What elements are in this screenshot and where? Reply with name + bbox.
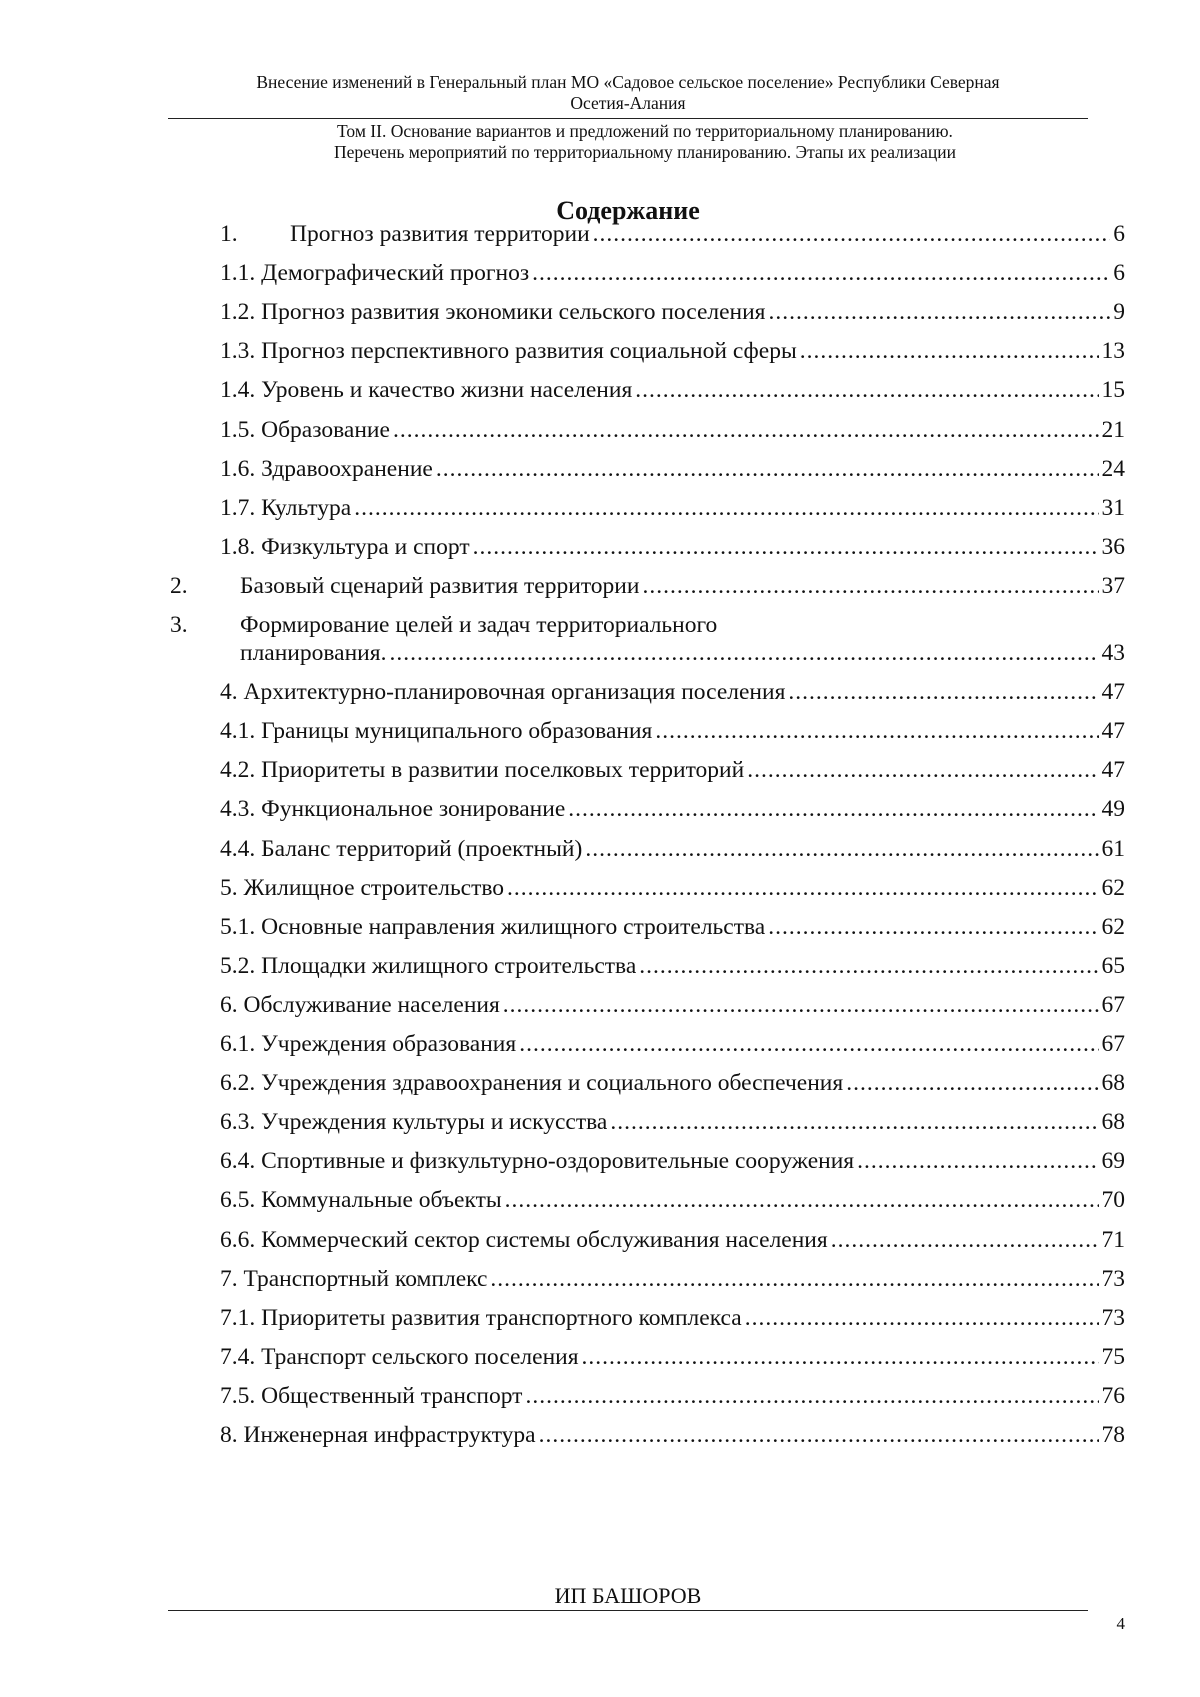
toc-entry-page: 73 — [1101, 1265, 1125, 1292]
header-line-2: Осетия-Алания — [570, 93, 686, 113]
toc-leader-dots — [582, 1343, 1099, 1371]
toc-entry-page: 36 — [1101, 533, 1125, 560]
toc-entry-page: 6 — [1113, 221, 1125, 247]
toc-entry-page: 31 — [1101, 494, 1125, 521]
toc-entry-page: 47 — [1101, 718, 1125, 745]
toc-entry-page: 62 — [1101, 913, 1125, 940]
toc-leader-dots — [857, 1147, 1098, 1175]
toc-entry-title: Базовый сценарий развития территории — [240, 572, 640, 599]
toc-entry-title: 4.4. Баланс территорий (проектный) — [220, 835, 583, 862]
toc-entry-page: 13 — [1101, 338, 1125, 365]
toc-entry[interactable] — [220, 1218, 1125, 1254]
toc-leader-dots — [519, 1030, 1098, 1058]
toc-leader-dots — [473, 533, 1099, 561]
toc-entry-page: 68 — [1101, 1070, 1125, 1097]
toc-entry-page: 15 — [1101, 377, 1125, 404]
toc-leader-dots — [525, 1382, 1098, 1410]
toc-leader-dots — [655, 717, 1098, 745]
subheader-line-2: Перечень мероприятий по территориальному планированию. Этапы их реализации — [334, 142, 956, 162]
toc-entry-title: 5.2. Площадки жилищного строительства — [220, 952, 637, 979]
toc-entry-page: 6 — [1113, 260, 1125, 287]
toc-entry-title: 1.5. Образование — [220, 416, 390, 443]
toc-entry[interactable] — [220, 368, 1125, 404]
toc-entry[interactable] — [220, 670, 1125, 706]
toc-entry-title: 1.3. Прогноз перспективного развития социальной сферы — [220, 338, 797, 365]
toc-entry-number: 2. — [170, 572, 188, 599]
toc-entry[interactable] — [220, 1374, 1125, 1410]
toc-entry[interactable] — [220, 1296, 1125, 1332]
toc-leader-dots — [354, 494, 1098, 522]
toc-entry[interactable] — [220, 1413, 1125, 1449]
toc-leader-dots — [800, 337, 1099, 365]
toc-entry-page: 69 — [1101, 1148, 1125, 1175]
toc-entry-title: 7.5. Общественный транспорт — [220, 1382, 523, 1409]
toc-entry-title: 4.3. Функциональное зонирование — [220, 796, 566, 823]
toc-entry[interactable] — [220, 290, 1125, 326]
toc-entry-title: Прогноз развития территории — [290, 221, 590, 247]
toc-leader-dots — [507, 874, 1098, 902]
toc-entry-title: 1.8. Физкультура и спорт — [220, 533, 470, 560]
toc-leader-dots — [593, 220, 1110, 248]
toc-entry-page: 68 — [1101, 1109, 1125, 1136]
toc-leader-dots — [585, 835, 1098, 863]
toc-leader-dots — [389, 639, 1098, 667]
toc-entry-page: 47 — [1101, 757, 1125, 784]
toc-entry-title: 7.1. Приоритеты развития транспортного комплекса — [220, 1304, 742, 1331]
toc-leader-dots — [503, 991, 1099, 1019]
toc-entry[interactable] — [220, 944, 1125, 980]
toc-entry[interactable] — [220, 212, 1125, 248]
toc-leader-dots — [831, 1226, 1099, 1254]
toc-entry-title: 6.4. Спортивные и физкультурно-оздоровительные сооружения — [220, 1148, 855, 1175]
toc-entry[interactable] — [220, 748, 1125, 784]
toc-leader-dots — [490, 1265, 1098, 1293]
toc-entry-title: 4.2. Приоритеты в развитии поселковых территорий — [220, 757, 745, 784]
toc-entry-page: 76 — [1101, 1382, 1125, 1409]
toc-leader-dots — [568, 795, 1098, 823]
toc-entry[interactable] — [220, 1061, 1125, 1097]
toc-entry-page: 73 — [1101, 1304, 1125, 1331]
toc-entry-page: 70 — [1101, 1187, 1125, 1214]
toc-leader-dots — [768, 913, 1098, 941]
toc-leader-dots — [635, 376, 1098, 404]
toc-entry-page: 71 — [1101, 1226, 1125, 1253]
toc-entry[interactable] — [220, 525, 1125, 561]
toc-entry[interactable] — [220, 1335, 1125, 1371]
toc-entry[interactable] — [220, 447, 1125, 483]
toc-entry-page: 9 — [1113, 299, 1125, 326]
toc-entry-page: 62 — [1101, 874, 1125, 901]
toc-leader-dots — [436, 455, 1099, 483]
toc-entry[interactable] — [220, 251, 1125, 287]
header-line-1: Внесение изменений в Генеральный план МО «Садовое сельское поселение» Республики Северная — [256, 72, 1000, 92]
toc-entry-title: 1.4. Уровень и качество жизни населения — [220, 377, 633, 404]
subheader-line-1: Том II. Основание вариантов и предложений по территориальному планированию. — [337, 121, 953, 141]
toc-entry[interactable] — [220, 827, 1125, 863]
toc-entry-page: 61 — [1101, 835, 1125, 862]
toc-entry-title: 6.5. Коммунальные объекты — [220, 1187, 502, 1214]
toc-leader-dots — [505, 1186, 1099, 1214]
toc-entry-title: 1.2. Прогноз развития экономики сельского поселения — [220, 299, 766, 326]
toc-leader-dots — [539, 1421, 1099, 1449]
toc-leader-dots — [788, 678, 1098, 706]
toc-entry[interactable] — [220, 905, 1125, 941]
toc-entry-page: 47 — [1101, 679, 1125, 706]
toc-entry-title: 6.6. Коммерческий сектор системы обслуживания населения — [220, 1226, 828, 1253]
toc-entry-title: 6.1. Учреждения образования — [220, 1031, 517, 1057]
toc-leader-dots — [745, 1304, 1099, 1332]
toc-entry-title-continued: планирования. — [240, 640, 387, 666]
toc-entry-title: 5.1. Основные направления жилищного строительства — [220, 913, 766, 940]
toc-entry-continuation[interactable] — [240, 631, 1125, 667]
toc-entry-title: 1.7. Культура — [220, 494, 352, 521]
toc-leader-dots — [747, 756, 1098, 784]
toc-entry-number: 1. — [220, 221, 238, 247]
toc-entry-page: 37 — [1101, 572, 1125, 599]
toc-entry-page: 65 — [1101, 952, 1125, 979]
toc-entry-title: Формирование целей и задач территориального — [240, 612, 718, 638]
toc-leader-dots — [769, 298, 1111, 326]
toc-entry[interactable] — [220, 787, 1125, 823]
toc-entry[interactable] — [220, 486, 1125, 522]
footer-divider — [168, 1610, 1088, 1611]
toc-entry-title: 1.6. Здравоохранение — [220, 455, 433, 482]
toc-leader-dots — [639, 952, 1098, 980]
toc-leader-dots — [393, 416, 1099, 444]
toc-leader-dots — [532, 259, 1110, 287]
toc-entry[interactable] — [170, 564, 1125, 600]
page-title: Содержание — [556, 196, 700, 225]
toc-entry-page: 21 — [1101, 416, 1125, 443]
footer-company: ИП БАШОРОВ — [554, 1583, 702, 1608]
toc-entry-page: 43 — [1101, 640, 1125, 666]
toc-entry-page: 78 — [1101, 1422, 1125, 1448]
toc-entry[interactable] — [220, 1100, 1125, 1136]
toc-entry[interactable] — [220, 1022, 1125, 1058]
toc-entry-page: 75 — [1101, 1343, 1125, 1370]
toc-entry[interactable] — [220, 329, 1125, 365]
toc-entry-page: 67 — [1101, 1031, 1125, 1057]
toc-entry-title: 5. Жилищное строительство — [220, 874, 505, 901]
toc-entry[interactable] — [220, 1178, 1125, 1214]
toc-entry-title: 6.3. Учреждения культуры и искусства — [220, 1109, 608, 1136]
toc-entry-page: 49 — [1101, 796, 1125, 823]
toc-entry[interactable] — [220, 709, 1125, 745]
toc-entry-title: 4.1. Границы муниципального образования — [220, 718, 653, 745]
toc-entry-title: 6. Обслуживание населения — [220, 991, 500, 1018]
toc-entry-title: 8. Инженерная инфраструктура — [220, 1422, 536, 1448]
toc-leader-dots — [642, 572, 1098, 600]
toc-entry-title: 6.2. Учреждения здравоохранения и социального обеспечения — [220, 1070, 844, 1097]
toc-entry-title: 7. Транспортный комплекс — [220, 1265, 488, 1292]
toc-entry[interactable] — [220, 866, 1125, 902]
toc-entry-title: 4. Архитектурно-планировочная организация поселения — [220, 679, 786, 706]
toc-leader-dots — [610, 1108, 1098, 1136]
toc-entry-title: 7.4. Транспорт сельского поселения — [220, 1343, 579, 1370]
toc-entry-number: 3. — [170, 612, 188, 638]
toc-entry-page: 24 — [1101, 455, 1125, 482]
page-number: 4 — [1116, 1614, 1125, 1633]
toc-entry[interactable] — [220, 1139, 1125, 1175]
toc-entry-title: 1.1. Демографический прогноз — [220, 260, 530, 287]
toc-entry[interactable] — [220, 1257, 1125, 1293]
toc-leader-dots — [846, 1069, 1098, 1097]
toc-entry-page: 67 — [1101, 991, 1125, 1018]
toc-entry[interactable] — [220, 983, 1125, 1019]
toc-entry[interactable] — [220, 408, 1125, 444]
